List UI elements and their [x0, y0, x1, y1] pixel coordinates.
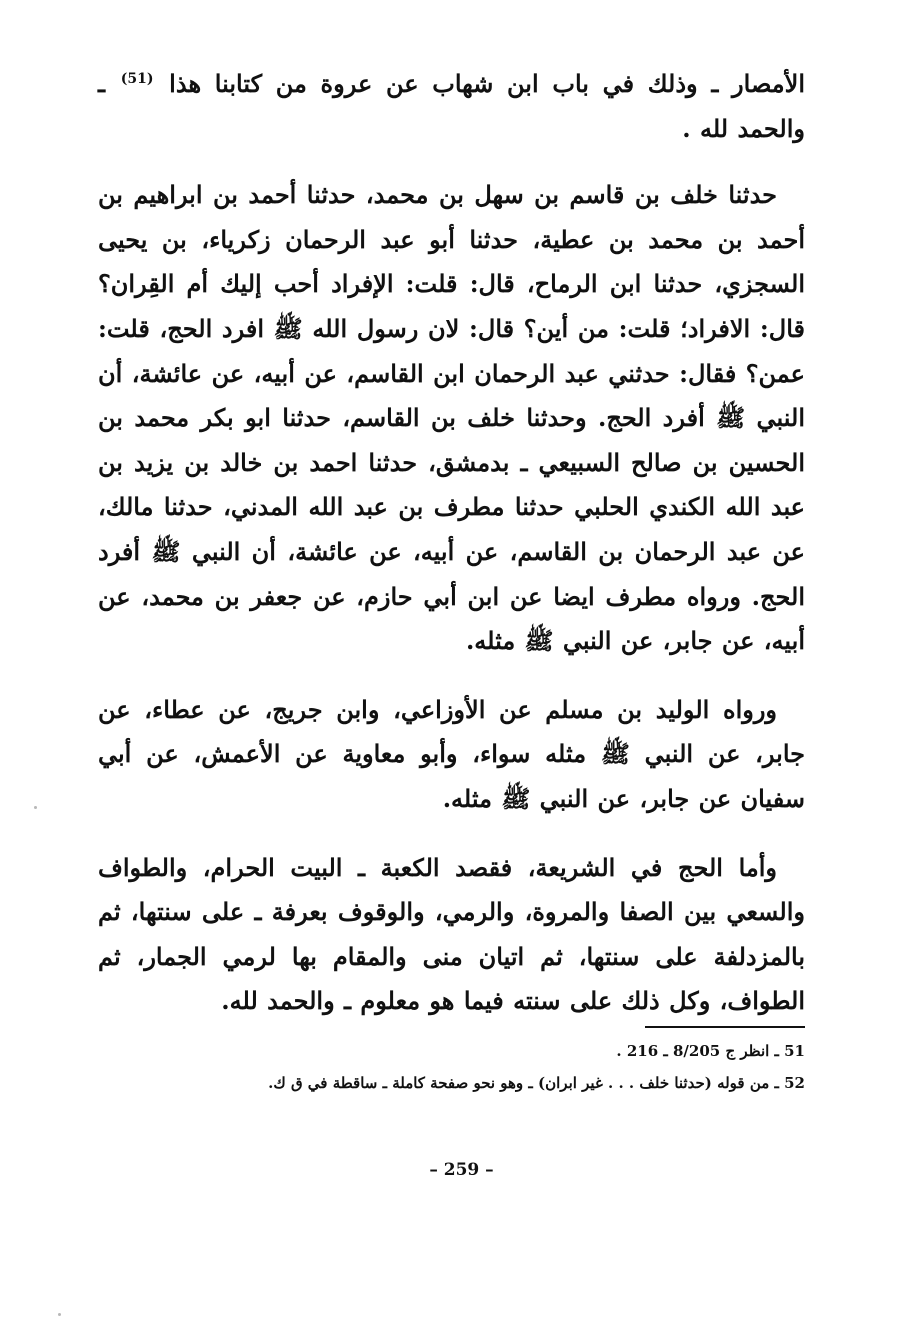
page-number: – 259 –	[429, 1160, 494, 1180]
footnote-reference-51: (51)	[120, 71, 154, 87]
paragraph-1	[98, 62, 805, 151]
footnote-51: 51 ـ انظر ج 8/205 ـ 216 .	[616, 1042, 805, 1060]
scan-speck	[58, 1313, 61, 1316]
paragraph-1-text-end: ـ والحمد لله .	[98, 69, 805, 143]
scan-speck	[34, 806, 37, 809]
main-text	[98, 62, 805, 1048]
paragraph-1-text: الأمصار ـ وذلك في باب ابن شهاب عن عروة من كتابنا هذا	[169, 69, 805, 98]
footnote-separator	[645, 1026, 805, 1028]
paragraph-4: وأما الحج في الشريعة، فقصد الكعبة ـ البيت الحرام، والطواف والسعي بين الصفا والمروة، والرمي، والوقوف بعرفة ـ على سنتها، ثم بالمزدلفة على سنتها، ثم اتيان منى والمقام بها لرمي الجمار، ثم الطواف، وكل ذلك على سنته فيما هو معلوم ـ والحمد لله.	[98, 852, 805, 1016]
paragraph-2: حدثنا خلف بن قاسم بن سهل بن محمد، حدثنا أحمد بن ابراهيم بن أحمد بن محمد بن عطية، حدثنا أبو عبد الرحمان زكرياء، بن يحيى السجزي، حدثنا ابن الرماح، قال: قلت: الإفراد أحب إليك أم القِران؟ قال: الافراد؛ قلت: من أين؟ قال: لان رسول الله ﷺ افرد الحج، قلت: عمن؟ فقال: حدثني عبد الرحمان ابن القاسم، عن أبيه، عن عائشة، أن النبي ﷺ أفرد الحج. وحدثنا خلف بن القاسم، حدثنا ابو بكر محمد بن الحسين بن صالح السبيعي ـ بدمشق، حدثنا احمد بن خالد بن يزيد بن عبد الله الكندي الحلبي حدثنا مطرف بن عبد الله المدني، حدثنا مالك، عن عبد الرحمان بن القاسم، عن أبيه، عن عائشة، أن النبي ﷺ أفرد الحج. ورواه مطرف ايضا عن ابن أبي حازم، عن جعفر بن محمد، عن أبيه، عن جابر، عن النبي ﷺ مثله.	[98, 180, 805, 656]
footnote-52: 52 ـ من قوله (حدثنا خلف . . . غير ابران) ـ وهو نحو صفحة كاملة ـ ساقطة في ق ك.	[268, 1074, 805, 1092]
paragraph-3: ورواه الوليد بن مسلم عن الأوزاعي، وابن جريج، عن عطاء، عن جابر، عن النبي ﷺ مثله سواء، وأبو معاوية عن الأعمش، عن أبي سفيان عن جابر، عن النبي ﷺ مثله.	[98, 694, 805, 813]
footnotes	[98, 1040, 805, 1104]
